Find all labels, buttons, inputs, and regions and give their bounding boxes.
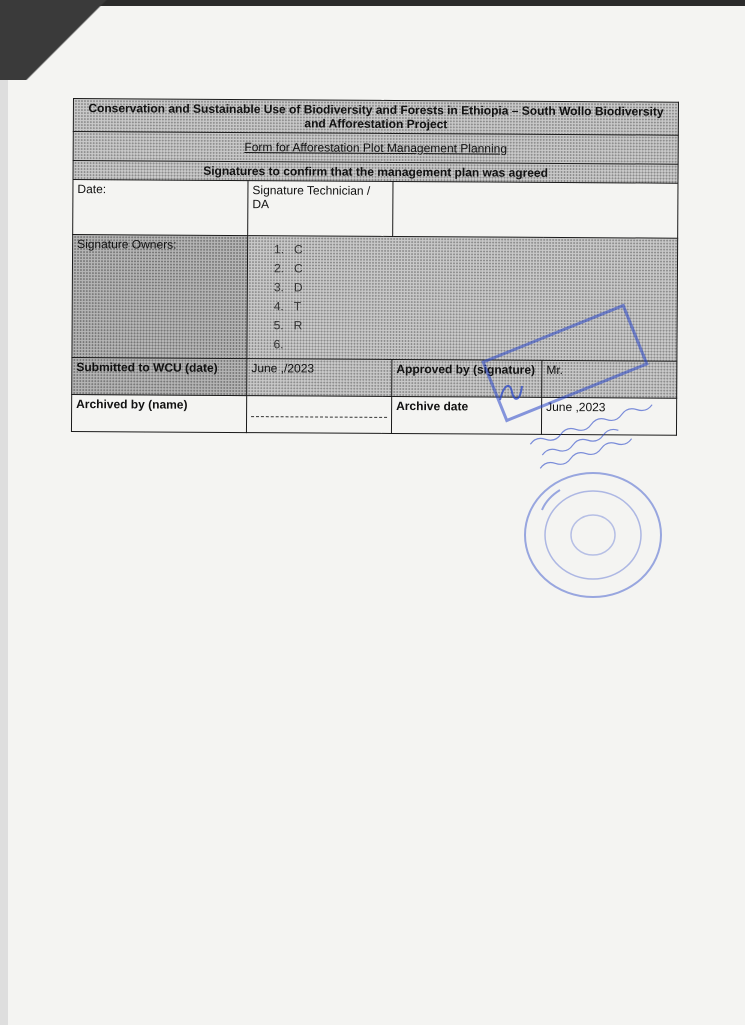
owner-item: 2. C (273, 261, 303, 276)
signatures-heading: Signatures to confirm that the management plan was agreed (73, 161, 678, 184)
owners-label-cell (72, 235, 248, 359)
archived-value (251, 402, 387, 418)
submitted-value[interactable]: June ,/2023 (247, 359, 392, 397)
technician-cell[interactable] (248, 181, 393, 237)
archived-label: Archived by (name) (71, 394, 246, 432)
technician-label: Signature Technician / DA (252, 183, 371, 212)
owner-item: 1. C (274, 242, 303, 257)
technician-signature-cell[interactable] (393, 181, 678, 238)
technician-signature-value (397, 184, 673, 186)
owner-item: 3. D (273, 280, 303, 295)
scan-left-edge (0, 80, 8, 1025)
project-title: Conservation and Sustainable Use of Biodiversity and Forests in Ethiopia – South Wollo Biodiversity and Afforestation Project (73, 99, 678, 136)
owner-item: 6. (273, 337, 284, 352)
date-label: Date: (77, 182, 107, 197)
approved-value[interactable]: Mr. (542, 360, 677, 398)
archive-date-value[interactable]: June ,2023 (541, 397, 676, 435)
archived-value-cell[interactable] (246, 396, 391, 434)
owner-item: 5. R (273, 318, 303, 333)
archive-date-label: Archive date (391, 396, 541, 434)
approved-label: Approved by (signature) (392, 359, 542, 397)
owners-label: Signature Owners: (77, 237, 177, 252)
submitted-label: Submitted to WCU (date) (72, 357, 247, 395)
form-title: Form for Afforestation Plot Management Planning (73, 132, 678, 165)
planning-form (71, 98, 678, 448)
scan-folded-corner (0, 0, 135, 80)
date-cell[interactable] (73, 180, 248, 236)
round-seal-icon (522, 470, 664, 600)
owner-item: 4. T (273, 299, 302, 314)
